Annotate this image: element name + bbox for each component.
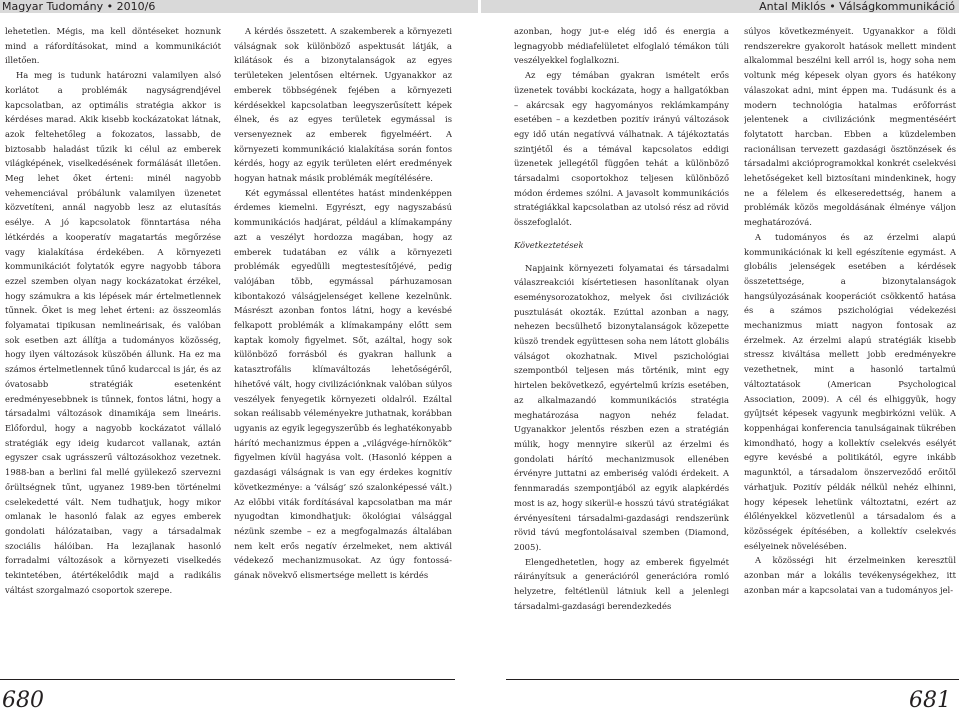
paragraph: Két egymással ellentétes hatást mindenképpen érdemes kiemelni. Egyrészt, egy nagyszabású kommunikációs hadjárat, például a klímakampány azt a veszélyt hordozza magában, hogy az emberek tudatában ez válik a környezeti problémák egyedülli megtestesítőjévé, pedig valójában több, egymással párhuzamosan kibontakozó válságjelenséget kellene kezelnünk. Másrészt azonban fontos látni, hogy a kevésbé felkapott problémák a klímakampány előtt sem kaptak komoly figyelmet. Sőt, azáltal, hogy sok különböző forrásból és gyakran hallunk a katasztrofális klímaváltozás lehetőségéről, hihetővé vált, hogy civilizációnknak valóban súlyos veszélyek fenyegetik környezeti oldalról. Ezáltal sokan reálisabb véleményekre juthatnak, korábban ugyanis az egyik legegyszerűbb és leghatékonyabb hárító mechanizmus éppen a „világvége-hírnökök” figyelmen kívül hagyása volt. (Hasonló képpen a gazdasági válságnak is van egy érdekes kognitív következménye: a ’válság’ szó szalonképessé vált.) Az előbbi viták fordításával kapcsolatban ma már nyugodtan kimondhatjuk: ökológiai válsággal nézünk szembe – ez a megfogalmazás általában nem kelt erős negatív érzelmeket, nem aktivál védekező mechanizmusokat. Az úgy fontossá-gának növekvő elismertsége mellett is kérdés [234, 187, 452, 581]
text-column-3 [514, 24, 729, 674]
paragraph: azonban, hogy jut-e elég idő és energia a legnagyobb médiafelületet elfoglaló témákon túli veszélyekkel foglalkozni. [514, 26, 729, 66]
text-column-1 [5, 24, 221, 674]
paragraph: Ha meg is tudunk határozni valamilyen alsó korlátot a problémák nagyságrendjével kapcsolatban, az optimális stratégia akkor is kérdéses marad. Akik kisebb kockázatokat látnak, azok feltehetőleg a fokozatos, lassabb, de biztosabb haladást tűzik ki célul az emberek világképének, viselkedésének formálását illetően. Meg lehet őket érteni: minél nagyobb vehemenciával próbálunk valamilyen üzenetet közvetíteni, annál nagyobb lesz az elutasítás esélye. A jó kapcsolatok fönntartása néha létkérdés a kooperatív magatartás megőrzése vagy kialakítása érdekében. A környezeti kommunikációt folytatók egyre nagyobb tábora ezzel szemben olyan nagy kockázatokat érzékel, hogy számukra a kis lépések már értelmetlennek tűnnek. Őket is meg lehet érteni: az összeomlás folyamatai tipikusan nemlineárisak, és valóban sok esetben azt állítja a tudományos közösség, hogy ilyen változások küszöbén állunk. Ha ez ma számos értelmetlennek tűnő kudarccal is jár, és az óvatosabb stratégiák esetenként eredményesebbnek is tűnnek, fontos látni, hogy a társadalmi változások dinamikája sem lineáris. Előfordul, hogy a nagyobb kockázatot vállaló stratégiák egy ideig kudarcot vallanak, aztán egyszer csak ugrásszerű változásokhoz vezetnek. 1988-ban a berlini fal mellé gyülekező szervezni őrültségnek tűnt, ugyanez 1989-ben történelmi cselekedetté vált. Nem tudhatjuk, hogy mikor omlanak le hasonló falak az egyes emberek gondolati hálózataiban, vagy a társadalmak szociális hálóiban. Ha lezajlanak hasonló forradalmi változások a környezeti viselkedés tekintetében, átértékelődik majd a radikális váltást szorgalmazó csoportok szerepe. [5, 70, 221, 595]
section-heading: Következtetések [514, 239, 584, 250]
text-column-4 [744, 24, 956, 674]
page-number-right: 681 [909, 688, 951, 713]
paragraph: Elengedhetetlen, hogy az emberek figyelmét ráirányítsuk a generációról generációra romló helyzetre, feltétlenül látniuk kell a jelenlegi társadalmi-gazdasági berendezkedés [514, 556, 729, 611]
footer-rule-left [0, 679, 455, 680]
paragraph: lehetetlen. Mégis, ma kell döntéseket hoznunk mind a ráfordításokat, mind a kommunikációt illetően. [5, 26, 221, 66]
paragraph: Az egy témában gyakran ismételt erős üzenetek további kockázata, hogy a hallgatókban – akárcsak egy hagyományos reklámkampány esetében – a kezdetben pozitív irányú változások egy idő után negatívvá válhatnak. A tájékoztatás szintjétől és a témával kapcsolatos eddigi üzenetek jellegétől függően tehát a különböző társadalmi csoportokhoz teljesen különböző módon érdemes szólni. A javasolt kommunikációs stratégiákkal kapcsolatban az utolsó rész ad rövid összefoglalót. [514, 70, 729, 228]
paragraph: A közösségi hit érzelmeinken keresztül azonban már a lokális tevékenységekhez, itt azonban már a kapcsolatai van a tudományos jel- [744, 555, 956, 595]
journal-title: Magyar Tudomány • 2010/6 [2, 0, 156, 13]
paragraph: A kérdés összetett. A szakemberek a környezeti válságnak sok különböző aspektusát látják, a kilátások és a bizonytalanságok az egyes területeken jelentősen eltérnek. Ugyanakkor az emberek többségének fejében a környezeti kérdésekkel kapcsolatban leegyszerűsített képek élnek, és az egyes területek egymással is versenyeznek az emberek figyelméért. A környezeti kommunikáció kialakítása során fontos kérdés, hogy az egyik területen elért eredmények hogyan hatnak másik problémák megítélésére. [234, 26, 452, 184]
page-number-left: 680 [2, 688, 44, 713]
article-title: Antal Miklós • Válságkommunikáció [759, 0, 955, 13]
text-column-2 [234, 24, 452, 674]
paragraph: A tudományos és az érzelmi alapú kommunikációnak ki kell egészítenie egymást. A globális jelenségek esetében a kérdések összetettsége, a bizonytalanságok hangsúlyozásának kooperációt csökkentő hatása és a számos pszichológiai védekezési mechanizmus miatt nagyon fontosak az érzelmek. Az érzelmi alapú stratégiák kisebb stressz kiváltása mellett jobb eredményekre vezethetnek, mint a hasonló tartalmú változtatások (American Psychological Association, 2009). A cél és elhiggyük, hogy gyűjtsét képesek vagyunk megbirkózni velük. A koppenhágai konferencia tanulságainak tükrében kimondható, hogy a kollektív cselekvés esélyét egyre kevésbé a politikától, egyre inkább magunktól, a társadalom önszerveződő erőitől várhatjuk. Pozitív példák nélkül nehéz elhinni, hogy képesek lehetünk változtatni, ezért az élőlényekkel közvetlenül a társadalom és a közösségek építésében, a kollektív cselekvés esélyeinek növelésében. [744, 231, 956, 551]
footer-rule-right [506, 679, 959, 680]
paragraph: súlyos következményeit. Ugyanakkor a földi rendszerekre gyakorolt hatások mellett mindent alkalommal beszélni kell arról is, hogy soha nem voltunk még képesek olyan gyors és hatékony válaszokat adni, mint éppen ma. Tudásunk és a modern technológia hatalmas erőforrást jelentenek a civilizációnk megmentéséért folytatott harcban. Ebben a küzdelemben racionálisan tervezett gazdasági ösztönzések és társadalmi akcióprogramokkal konkrét cselekvési lehetőségeket kell biztosítani mindenkinek, hogy ne a félelem és elkeseredettség, hanem a problémák közös megoldásának élménye váljon meghatározóvá. [744, 26, 956, 228]
paragraph: Napjaink környezeti folyamatai és társadalmi válaszreakciói kísértetiesen hasonlítanak olyan eseménysorozatokhoz, melyek ősi civilizációk pusztulását okozták. Ezúttal azonban a nagy, nehezen becsülhető bizonytalanságok közepette küszö trendek együttesen soha nem látott globális válságot okozhatnak. Mivel pszichológiai szempontból teljesen más történik, mint egy hirtelen bekövetkező, egyértelmű krízis esetében, az alkalmazandó kommunikációs stratégia meghatározása nagyon nehéz feladat. Ugyanakkor jelentős részben ezen a stratégián múlik, hogy mennyire sikerül az érzelmi és gondolati hárító mechanizmusok ellenében érvényre juttatni az emberiség valódi érdekeit. A fennmaradás szempontjából az egyik alapkérdés most is az, hogy sikerül-e hosszú távú stratégiákat érvényesíteni társadalmi-gazdasági rendszerünk rövid távú megfontolásaival szemben (Diamond, 2005). [514, 262, 729, 552]
running-header [0, 0, 959, 15]
